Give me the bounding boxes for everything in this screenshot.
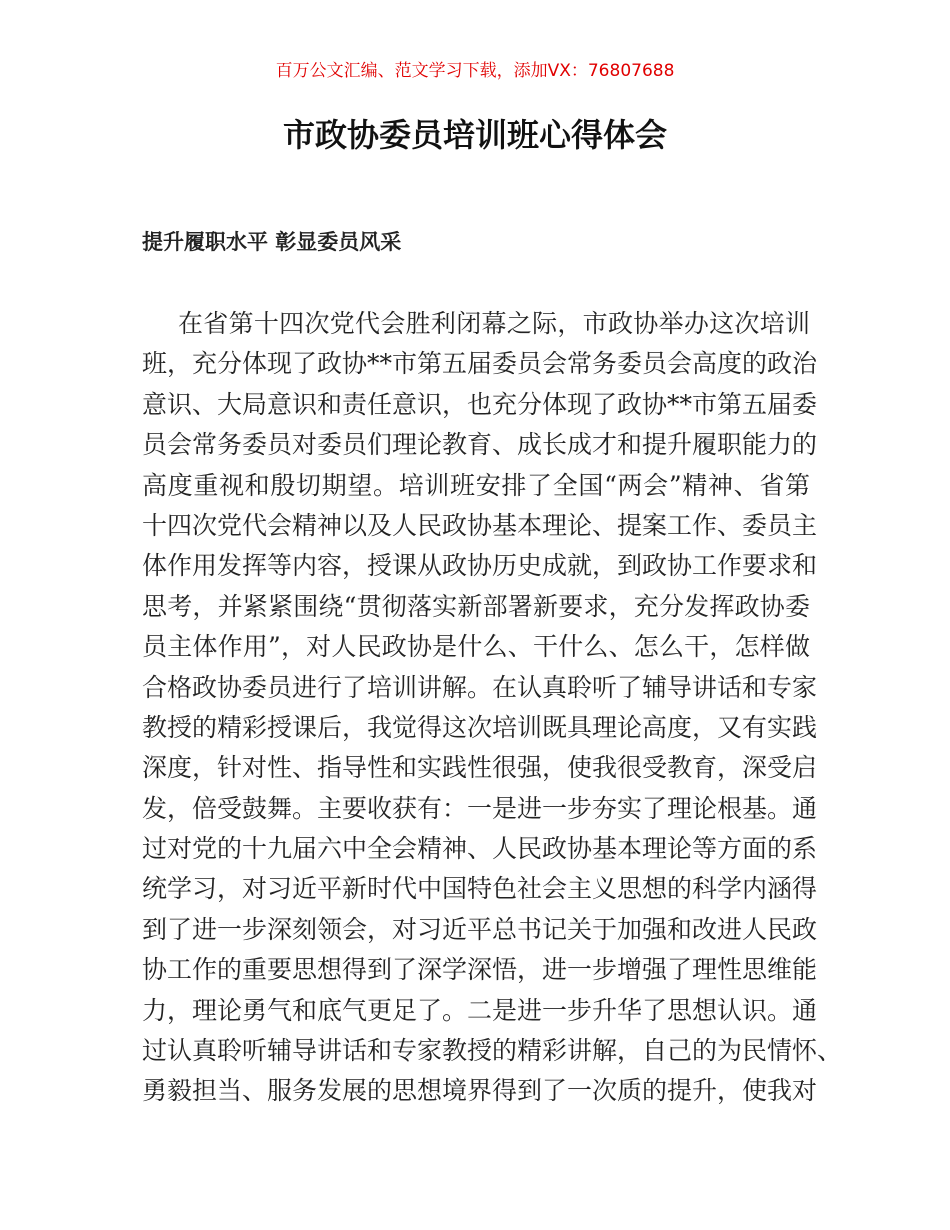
text-line: 员主体作用”，对人民政协是什么、干什么、怎么干，怎样做 (142, 632, 810, 662)
text-line: 在省第十四次党代会胜利闭幕之际，市政协举办这次培训 (178, 309, 810, 338)
text-line: 过对党的十九届六中全会精神、人民政协基本理论等方面的系 (142, 834, 818, 864)
text-line: 教授的精彩授课后，我觉得这次培训既具理论高度，又有实践 (142, 712, 818, 742)
section-subtitle: 提升履职水平 彰显委员风采 (142, 229, 402, 254)
text-line: 到了进一步深刻领会，对习近平总书记关于加强和改进人民政 (142, 914, 818, 944)
text-line: 员会常务委员对委员们理论教育、成长成才和提升履职能力的 (142, 430, 818, 460)
text-line: 过认真聆听辅导讲话和专家教授的精彩讲解，自己的为民情怀、 (142, 1036, 843, 1066)
text-line: 高度重视和殷切期望。培训班安排了全国“两会”精神、省第 (142, 470, 810, 500)
body-paragraph (142, 304, 843, 1112)
text-line: 班，充分体现了政协**市第五届委员会常务委员会高度的政治 (142, 349, 818, 379)
text-line: 协工作的重要思想得到了深学深悟，进一步增强了理性思维能 (142, 955, 818, 985)
text-line: 十四次党代会精神以及人民政协基本理论、提案工作、委员主 (142, 510, 818, 540)
text-line: 意识、大局意识和责任意识，也充分体现了政协**市第五届委 (142, 389, 818, 419)
text-line: 合格政协委员进行了培训讲解。在认真聆听了辅导讲话和专家 (142, 672, 818, 702)
text-line: 勇毅担当、服务发展的思想境界得到了一次质的提升，使我对 (142, 1076, 818, 1106)
text-line: 统学习，对习近平新时代中国特色社会主义思想的科学内涵得 (142, 874, 818, 904)
document-title: 市政协委员培训班心得体会 (282, 116, 667, 154)
text-line: 体作用发挥等内容，授课从政协历史成就，到政协工作要求和 (142, 551, 818, 581)
text-line: 力，理论勇气和底气更足了。二是进一步升华了思想认识。通 (142, 995, 818, 1025)
text-line: 思考，并紧紧围绕“贯彻落实新部署新要求，充分发挥政协委 (142, 591, 810, 621)
download-banner: 百万公文汇编、范文学习下载，添加VX：76807688 (275, 61, 675, 81)
text-line: 深度，针对性、指导性和实践性很强，使我很受教育，深受启 (142, 753, 818, 783)
text-line: 发，倍受鼓舞。主要收获有：一是进一步夯实了理论根基。通 (142, 793, 818, 823)
